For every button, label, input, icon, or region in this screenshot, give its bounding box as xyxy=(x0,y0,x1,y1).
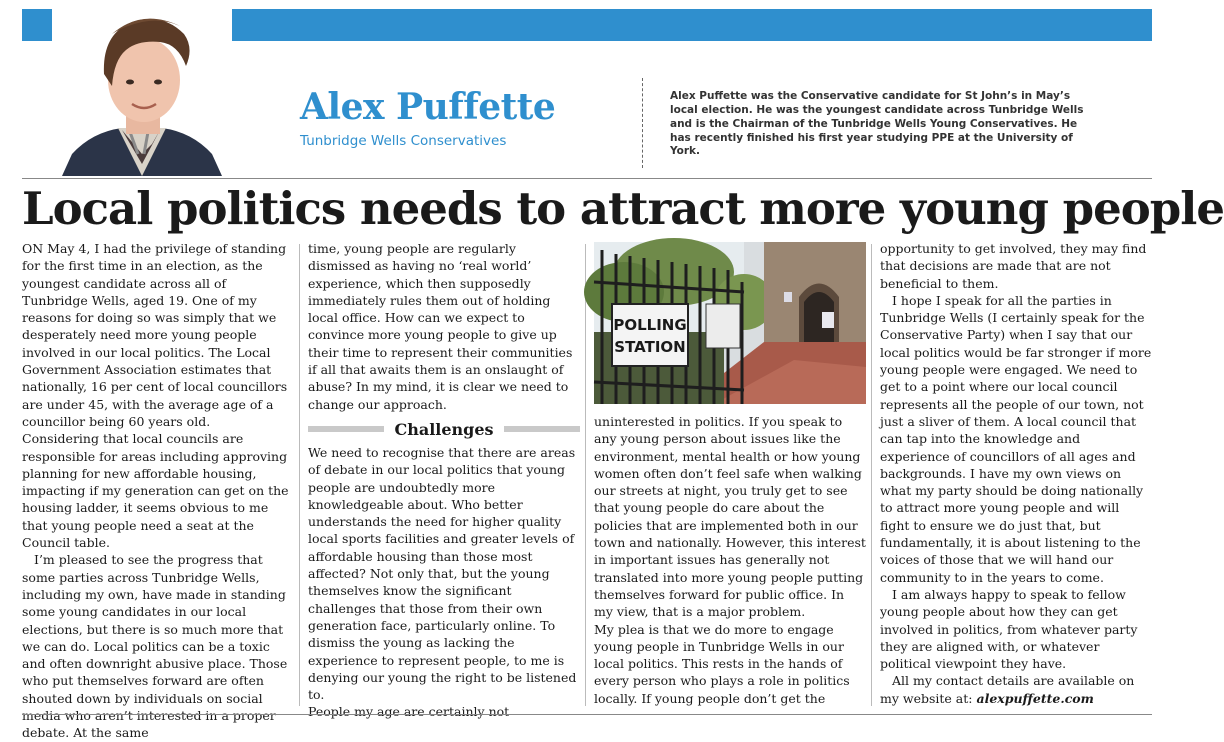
article-column-2-continued xyxy=(308,444,580,721)
article-column-2 xyxy=(308,240,580,413)
body-paragraph: uninterested in politics. If you speak to any young person about issues like the environment, mental health or how young women often don’t feel safe when walking our streets at night, you truly get to see that young people do care about the policies that are implemented both in our town and nationally. However, this interest in important issues has generally not translated into more young people putting themselves forward for public office. In my view, that is a major problem. xyxy=(594,414,866,620)
contact-text: All my contact details are available on my website at: xyxy=(880,673,1135,706)
article-headline: Local politics needs to attract more young people xyxy=(22,182,1224,235)
subheading-rule xyxy=(504,426,580,432)
bio-divider xyxy=(642,78,643,168)
body-paragraph: We need to recognise that there are areas of debate in our local politics that young people are undoubtedly more knowledgeable about. Who better understands the need for higher quality local sports facilities and greater levels of affordable housing than those most affected? Not only that, but the young themselves know the significant challenges that those from their own generation face, particularly online. To dismiss the young as lacking the experience to represent people, to me is denying our young the right to be listened to. xyxy=(308,445,577,703)
page-bottom-rule xyxy=(22,714,1152,715)
article-column-1 xyxy=(22,240,290,742)
body-paragraph: I am always happy to speak to fellow young people about how they can get involved in politics, from whatever party they are aligned with, or whatever political viewpoint they have. xyxy=(880,586,1138,672)
sign-line-2: STATION xyxy=(614,338,686,356)
column-divider xyxy=(585,244,586,706)
body-paragraph: time, young people are regularly dismissed as having no ‘real world’ experience, which then supposedly immediately rules them out of holding local office. How can we expect to convince more young people to give up their time to represent their communities if all that awaits them is an onslaught of abuse? In my mind, it is clear we need to change our approach. xyxy=(308,241,573,412)
sign-line-1: POLLING xyxy=(613,316,687,334)
author-organisation: Tunbridge Wells Conservatives xyxy=(300,133,507,149)
body-paragraph: My plea is that we do more to engage young people in Tunbridge Wells in our local politics. This rests in the hands of every person who plays a role in politics locally. If young people don’t get the xyxy=(594,621,850,706)
website-link[interactable]: alexpuffette.com xyxy=(976,690,1094,706)
column-divider xyxy=(871,244,872,706)
body-paragraph: opportunity to get involved, they may find that decisions are made that are not beneficial to them. xyxy=(880,241,1147,291)
headline-top-rule xyxy=(22,178,1152,179)
article-column-4 xyxy=(880,240,1152,707)
subheading-rule xyxy=(308,426,384,432)
body-paragraph: People my age are certainly not xyxy=(308,704,510,720)
author-portrait xyxy=(52,4,232,176)
body-paragraph-contact xyxy=(880,672,1152,707)
section-subheading xyxy=(308,418,580,440)
author-bio: Alex Puffette was the Conservative candidate for St John’s in May’s local election. He was the youngest candidate across Tunbridge Wells and is the Chairman of the Tunbridge Wells Young Conservatives. He has recently finished his first year studying PPE at the University of York. xyxy=(670,90,1084,158)
polling-station-photo xyxy=(594,242,866,404)
article-column-3 xyxy=(594,413,866,707)
body-paragraph: I hope I speak for all the parties in Tunbridge Wells (I certainly speak for the Conservative Party) when I say that our local politics would be far stronger if more young people were engaged. We need to get to a point where our local council represents all the people of our town, not just a sliver of them. A local council that can tap into the knowledge and experience of councillors of all ages and backgrounds. I have my own views on what my party should be doing nationally to attract more young people and will fight to ensure we do just that, but fundamentally, it is about listening to the voices of those that we will hand our community to in the years to come. xyxy=(880,292,1152,585)
body-paragraph: I’m pleased to see the progress that some parties across Tunbridge Wells, including my own, have made in standing some young candidates in our local elections, but there is so much more that we can do. Local politics can be a toxic and often downright abusive place. Those who put themselves forward are often shouted down by individuals on social media who aren’t interested in a proper debate. At the same xyxy=(22,552,288,741)
column-divider xyxy=(299,244,300,706)
body-paragraph: ON May 4, I had the privilege of standing for the first time in an election, as the youngest candidate across all of Tunbridge Wells, aged 19. One of my reasons for doing so was simply that we desperately need more young people involved in our local politics. The Local Government Association estimates that nationally, 16 per cent of local councillors are under 45, with the average age of a councillor being 60 years old. Considering that local councils are responsible for areas including approving planning for new affordable housing, impacting if my generation can get on the housing ladder, it seems obvious to me that young people need a seat at the Council table. xyxy=(22,241,289,551)
subheading-text: Challenges xyxy=(394,419,494,439)
author-name: Alex Puffette xyxy=(300,86,556,128)
